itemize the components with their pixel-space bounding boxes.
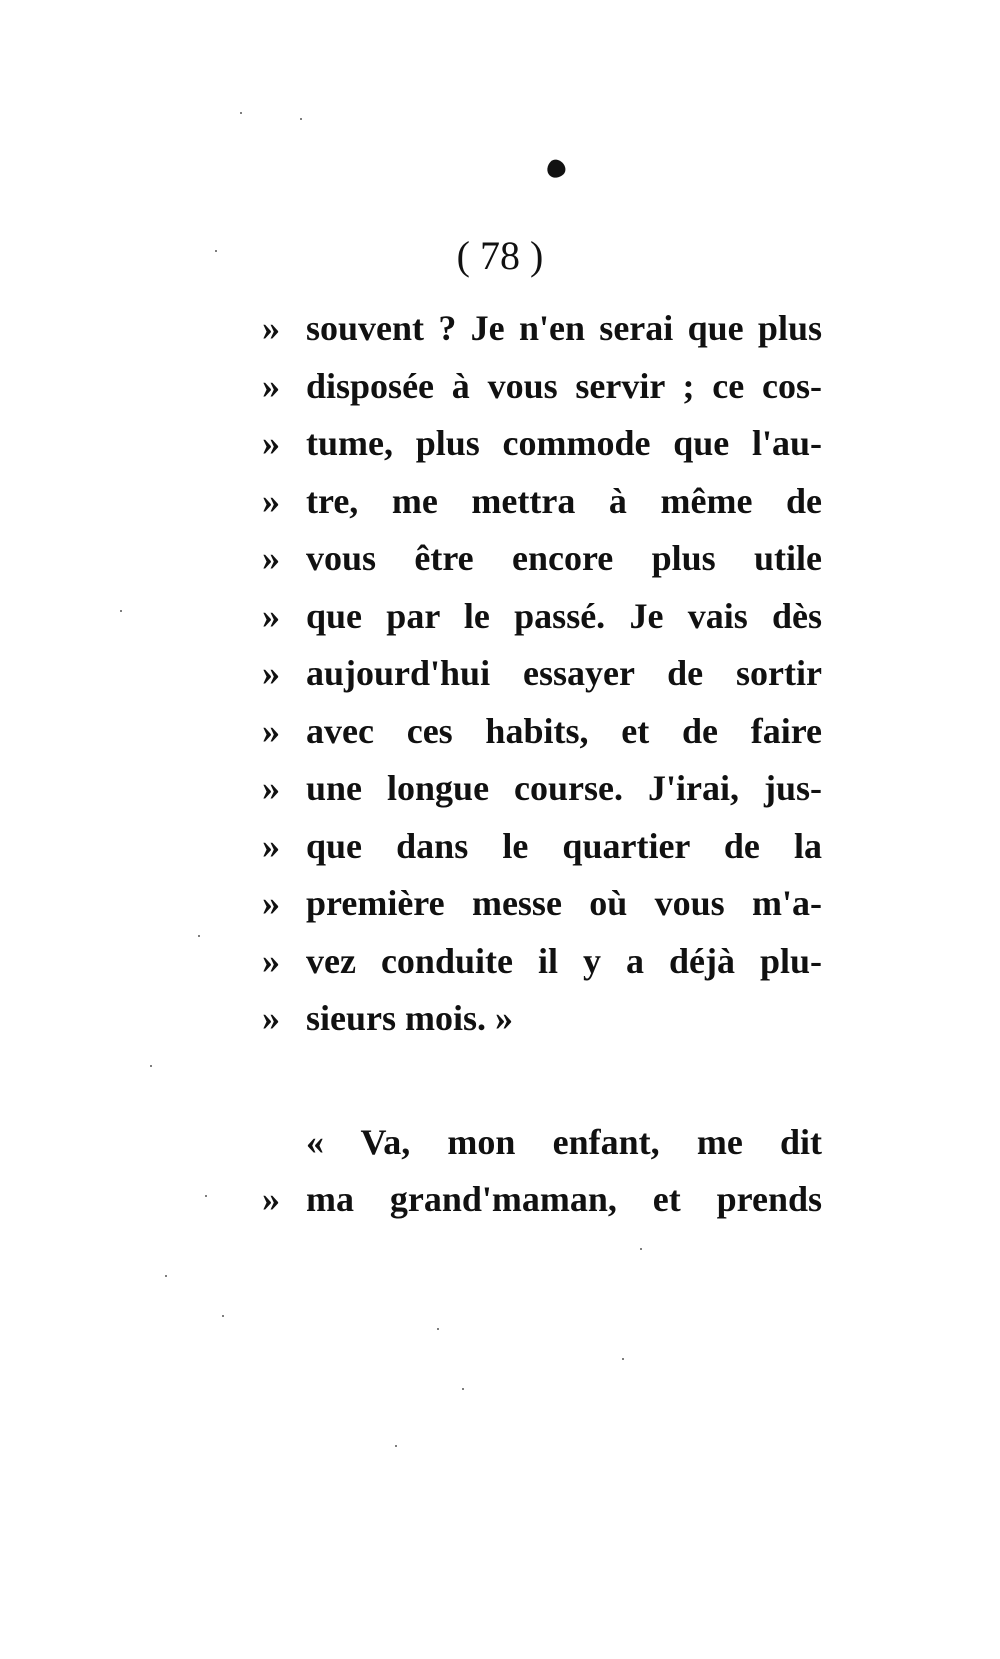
text-line: [262, 1114, 822, 1172]
quote-mark: »: [262, 940, 280, 981]
scan-speck: [640, 1248, 642, 1250]
quote-mark: »: [262, 365, 280, 406]
body-text: [262, 300, 822, 1229]
scan-speck: [622, 1358, 624, 1360]
scan-speck: [215, 250, 217, 252]
line-text: vous être encore plus utile: [306, 538, 822, 578]
line-text: tre, me mettra à même de: [306, 480, 822, 521]
line-text: que dans le quartier de la: [306, 825, 822, 866]
quote-mark: »: [262, 825, 280, 866]
text-line: [262, 358, 822, 416]
line-text: première messe où vous m'a-: [306, 883, 822, 923]
scan-speck: [205, 1195, 207, 1197]
line-text: « Va, mon enfant, me dit: [306, 1121, 822, 1162]
scan-speck: [222, 1315, 224, 1317]
text-line: [262, 703, 822, 761]
quote-mark: »: [262, 768, 280, 808]
line-text: vez conduite il y a déjà plu-: [306, 940, 822, 981]
paragraph: [262, 1114, 822, 1229]
text-line: [262, 645, 822, 703]
paragraph: [262, 300, 822, 1048]
paragraph-gap: [262, 1048, 822, 1114]
line-text: souvent ? Je n'en serai que plus: [306, 308, 822, 348]
text-line: [262, 760, 822, 818]
text-line: [262, 473, 822, 531]
line-text: une longue course. J'irai, jus-: [306, 768, 822, 808]
line-text: disposée à vous servir ; ce cos-: [306, 365, 822, 406]
scan-speck: [240, 112, 242, 114]
quote-mark: »: [262, 308, 280, 348]
page-number: ( 78 ): [456, 233, 544, 278]
quote-mark: »: [262, 653, 280, 693]
scan-speck: [165, 1275, 167, 1277]
line-text: aujourd'hui essayer de sortir: [306, 653, 822, 693]
quote-mark: »: [262, 480, 280, 521]
text-line: [262, 415, 822, 473]
quote-mark: »: [262, 710, 280, 751]
scan-speck: [395, 1445, 397, 1447]
quote-mark: »: [262, 998, 280, 1038]
line-text: que par le passé. Je vais dès: [306, 595, 822, 636]
scan-speck: [150, 1065, 152, 1067]
scan-speck: [120, 610, 122, 612]
text-line: [262, 990, 822, 1048]
scan-speck: [462, 1388, 464, 1390]
text-line: [262, 818, 822, 876]
ornament-bullet: [543, 156, 568, 181]
line-text: ma grand'maman, et prends: [306, 1179, 822, 1219]
scan-speck: [300, 118, 302, 120]
text-line: [262, 588, 822, 646]
scan-speck: [437, 1328, 439, 1330]
quote-mark: »: [262, 595, 280, 636]
line-text: tume, plus commode que l'au-: [306, 423, 822, 463]
quote-mark: »: [262, 538, 280, 578]
quote-mark: »: [262, 423, 280, 463]
quote-mark: »: [262, 883, 280, 923]
scan-speck: [198, 935, 200, 937]
quote-mark: »: [262, 1179, 280, 1219]
text-line: [262, 933, 822, 991]
text-line: [262, 530, 822, 588]
text-line: [262, 1171, 822, 1229]
line-text: sieurs mois. »: [306, 998, 513, 1038]
line-text: avec ces habits, et de faire: [306, 710, 822, 751]
text-line: [262, 300, 822, 358]
text-line: [262, 875, 822, 933]
